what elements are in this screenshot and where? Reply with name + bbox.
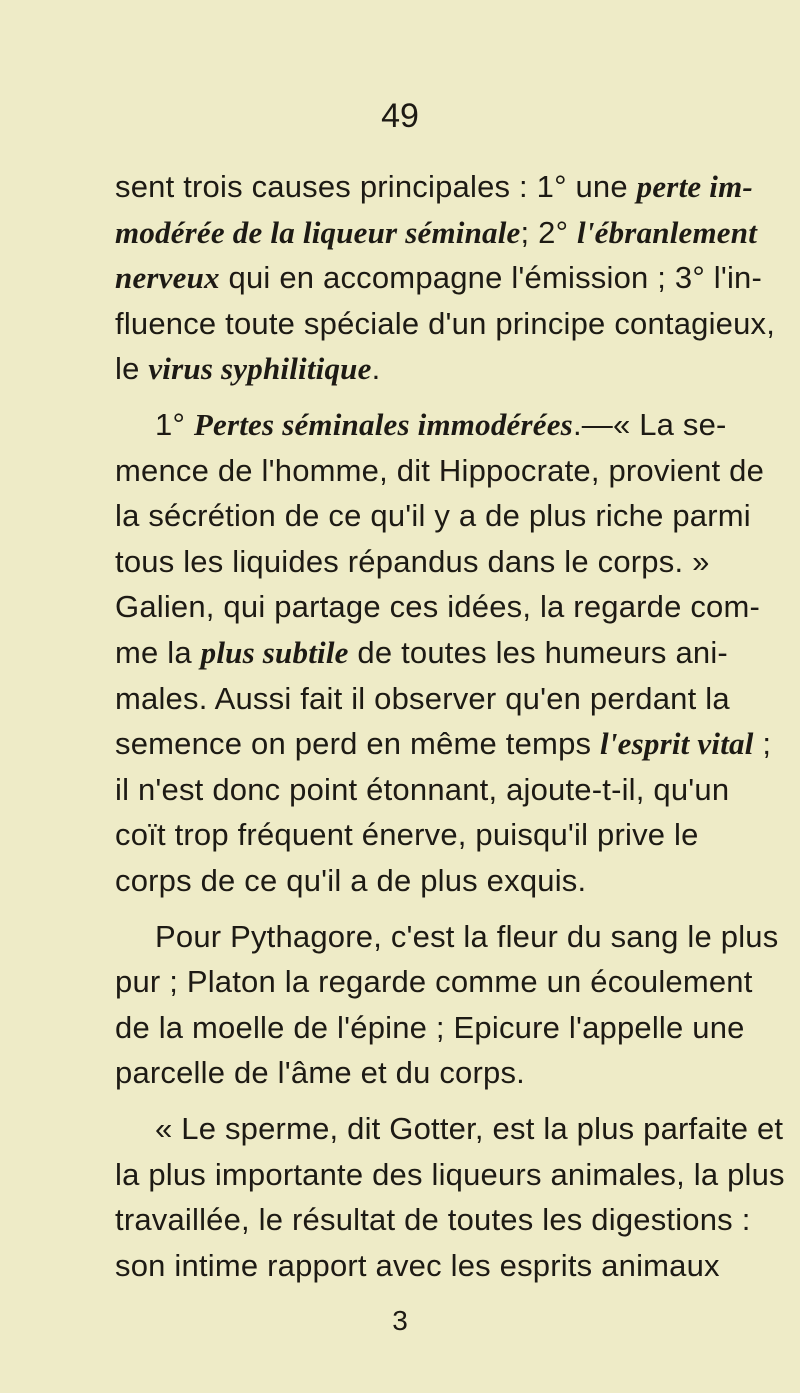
text-run: le xyxy=(115,351,149,387)
signature-mark: 3 xyxy=(392,1305,408,1336)
text-line xyxy=(115,305,776,343)
italic-text: l'ébranlement xyxy=(577,214,758,250)
text-run: Galien, qui partage ces idées, la regarde com- xyxy=(115,589,761,625)
text-run: la plus importante des liqueurs animales, la plus xyxy=(115,1156,785,1192)
text-line xyxy=(155,1110,784,1148)
text-line xyxy=(115,1009,745,1047)
text-line xyxy=(115,214,758,252)
text-run: corps de ce qu'il a de plus exquis. xyxy=(115,863,587,898)
text-run: ; 2° xyxy=(520,214,578,250)
italic-text: l'esprit vital xyxy=(600,726,754,762)
text-line xyxy=(115,588,761,626)
text-line xyxy=(115,862,685,900)
text-run: de la moelle de l'épine ; Epicure l'appelle une xyxy=(115,1009,745,1045)
text-run: de toutes les humeurs ani- xyxy=(348,635,728,670)
text-run: « Le sperme, dit Gotter, est la plus parfaite et xyxy=(155,1111,784,1146)
text-line xyxy=(155,918,779,956)
text-line xyxy=(115,350,685,388)
text-run: 1° xyxy=(155,407,194,442)
text-run: qui en accompagne l'émission ; 3° l'in- xyxy=(219,260,763,296)
text-line xyxy=(115,1247,720,1285)
text-line xyxy=(115,634,728,672)
text-run: Pour Pythagore, c'est la fleur du sang le plus xyxy=(155,918,779,954)
text-line xyxy=(155,406,727,444)
text-line xyxy=(115,497,751,535)
text-line xyxy=(115,816,699,854)
text-line xyxy=(115,1156,785,1194)
text-run: males. Aussi fait il observer qu'en perdant la xyxy=(115,680,730,716)
text-line xyxy=(115,168,753,206)
text-run: mence de l'homme, dit Hippocrate, provient de xyxy=(115,452,765,488)
text-run: semence on perd en même temps xyxy=(115,726,601,762)
text-run: . xyxy=(371,351,381,387)
text-line xyxy=(115,1201,751,1239)
text-run: me la xyxy=(115,635,201,670)
text-run: parcelle de l'âme et du corps. xyxy=(115,1055,525,1091)
text-line xyxy=(115,725,772,763)
text-run: sent trois causes principales : 1° une xyxy=(115,169,637,204)
text-line xyxy=(115,452,765,490)
text-run: travaillée, le résultat de toutes les digestions : xyxy=(115,1202,751,1238)
text-line xyxy=(115,771,730,809)
italic-text: nerveux xyxy=(115,260,220,296)
text-line xyxy=(115,543,710,581)
text-line xyxy=(115,259,763,297)
italic-text: perte im- xyxy=(636,169,753,204)
text-run: ; xyxy=(753,726,772,762)
text-run: tous les liquides répandus dans le corps. » xyxy=(115,543,710,579)
text-line xyxy=(115,963,753,1001)
text-run: il n'est donc point étonnant, ajoute-t-il, qu'un xyxy=(115,771,730,807)
text-run: son intime rapport avec les esprits animaux xyxy=(115,1247,720,1283)
italic-text: plus subtile xyxy=(200,635,349,670)
text-line xyxy=(115,680,730,718)
text-run: pur ; Platon la regarde comme un écoulement xyxy=(115,964,753,1000)
text-run: la sécrétion de ce qu'il y a de plus riche parmi xyxy=(115,498,751,534)
text-line xyxy=(115,1054,685,1092)
italic-text: virus syphilitique xyxy=(148,351,372,387)
italic-text: modérée de la liqueur séminale xyxy=(115,214,521,250)
italic-text: Pertes séminales immodérées xyxy=(193,407,573,442)
text-run: fluence toute spéciale d'un principe contagieux, xyxy=(115,305,776,341)
text-run: .—« La se- xyxy=(572,407,727,442)
text-run: coït trop fréquent énerve, puisqu'il prive le xyxy=(115,817,699,853)
page-number: 49 xyxy=(381,97,419,135)
